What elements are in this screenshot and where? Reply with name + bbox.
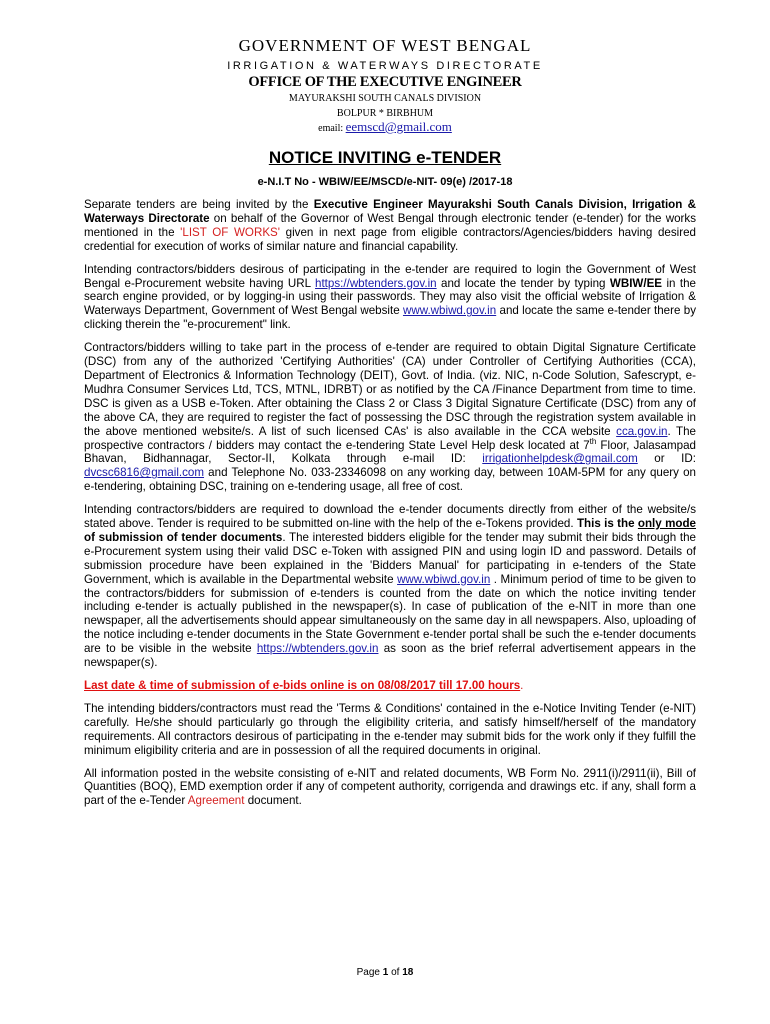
text: Separate tenders are being invited by the: [84, 198, 314, 211]
division-heading: MAYURAKSHI SOUTH CANALS DIVISION: [288, 93, 482, 104]
last-date-notice: [84, 679, 696, 693]
government-heading: GOVERNMENT OF WEST BENGAL: [238, 36, 532, 55]
text: and locate the same e-tender there by clicking therein the "e-procurement" link.: [84, 304, 696, 332]
text: Contractors/bidders willing to take part in the process of e-tender are required to obtain Digital Signature Certificate (DSC) from any of the authorized 'Certifying Authorities' (CA) under Controller of Certifying Authorities (CCA), Department of Electronics & Information Technology (DEIT), Govt. of India. (viz. NIC, n-Code Solution, Safescrypt, e-Mudhra Consumer Services Ltd, TCS, MTNL, IDRBT) or as notified by the CA /Finance Department from time to time. DSC is given as a USB e-Token. After obtaining the Class 2 or Class 3 Digital Signature Certificate (DSC) from any of the above CA, they are required to register the fact of possessing the DSC through the registration system available in the above mentioned website/s. A list of such licensed CAs' is also available in the CCA website: [84, 341, 696, 438]
office-email: [0, 119, 770, 135]
text: or ID:: [637, 452, 696, 466]
notice-body: [84, 198, 696, 817]
paragraph-terms: The intending bidders/contractors must read the 'Terms & Conditions' contained in the e-Notice Inviting Tender (e-NIT) carefully. He/she should particularly go through the eligibility criteria, and satisfy himself/herself of the mandatory requirements. All contractors desirous of participating in the e-tender may submit bids for the work only if they fulfill the minimum eligibility criteria and are in possession of all the required documents in original.: [84, 701, 696, 757]
directorate-heading: IRRIGATION & WATERWAYS DIRECTORATE: [227, 60, 543, 72]
text: in the search engine provided, or by logging-in using their passwords. They may also visit the official website of Irrigation & Waterways Department, Government of West Bengal website: [84, 276, 696, 318]
dvcsc-email-link[interactable]: dvcsc6816@gmail.com: [84, 466, 205, 480]
current-page-number: 1: [382, 967, 389, 978]
issuing-authority: Executive Engineer Mayurakshi South Canals Division, Irrigation & Waterways Directorate: [84, 198, 696, 225]
text: . The prospective contractors / bidders may contact the e-tendering State Level Help desk located at 7: [84, 424, 696, 452]
helpdesk-email-link[interactable]: irrigationhelpdesk@gmail.com: [482, 452, 638, 466]
text: All information posted in the website consisting of e-NIT and related documents, WB Form No. 2911(i)/2911(ii), Bill of Quantities (BOQ), EMD exemption order if any of competent authority, corrigenda and drawings etc. if any, shall form a part of the e-Tender: [84, 766, 696, 808]
paragraph-documents: [84, 767, 696, 809]
last-date-text: Last date & time of submission of e-bids online is on 08/08/2017 till 17.00 hours: [84, 679, 521, 692]
text: .: [520, 679, 524, 692]
text: document.: [244, 794, 302, 808]
text: as soon as the brief referral advertisement appears in the newspaper(s).: [84, 642, 696, 670]
search-keyword: WBIW/EE: [609, 276, 663, 290]
paragraph-submission: [84, 503, 696, 670]
office-heading: OFFICE OF THE EXECUTIVE ENGINEER: [248, 74, 522, 90]
paragraph-login: [84, 263, 696, 333]
text: . Minimum period of time to be given to the contractors/bidders for submission of e-tenders is counted from the date on which the notice inviting tender including e-tender is actually published in the newspaper(s). In case of publication of the e-NIT in more than one newspaper, all the advertisements should appear simultaneously on the same day in all newspapers. Also, uploading of the notice including e-tender documents in the State Government e-tender portal shall be such the e-tender documents are to be visible in the website: [84, 572, 697, 656]
nit-number: e-N.I.T No - WBIW/EE/MSCD/e-NIT- 09(e) /2017-18: [257, 176, 513, 188]
paragraph-invitation: [84, 198, 696, 254]
text: and locate the tender by typing: [436, 276, 610, 290]
text: given in next page from eligible contractors/Agencies/bidders having desired credential for execution of works of similar nature and financial capability.: [84, 225, 696, 253]
wbtenders-link[interactable]: https://wbtenders.gov.in: [315, 276, 437, 290]
only-mode-text: only mode: [637, 517, 696, 531]
text: This is the: [576, 517, 638, 531]
email-link[interactable]: eemscd@gmail.com: [345, 119, 452, 134]
cca-link[interactable]: cca.gov.in: [616, 424, 668, 438]
ordinal-suffix: th: [589, 436, 597, 446]
notice-title: NOTICE INVITING e-TENDER: [268, 148, 502, 167]
wbiwd-link[interactable]: www.wbiwd.gov.in: [397, 572, 491, 586]
wbtenders-link[interactable]: https://wbtenders.gov.in: [256, 642, 379, 656]
place-heading: BOLPUR * BIRBHUM: [336, 108, 434, 119]
text: and Telephone No. 033-23346098 on any working day, between 10AM-5PM for any query on e-tendering, obtaining DSC, training on e-tendering usage, all free of cost.: [84, 466, 696, 494]
wbiwd-link[interactable]: www.wbiwd.gov.in: [402, 304, 497, 318]
text: Intending contractors/bidders are required to download the e-tender documents directly from either of the website/s stated above. Tender is required to be submitted on-line with the help of the e-Tokens provided.: [84, 503, 696, 531]
text: . The interested bidders eligible for the tender may submit their bids through the e-Procurement system using their valid DSC e-Token with assigned PIN and using login ID and password. Details of submission procedure have been explained in the 'Bidders Manual' for participating in e-tenders of the State Government, which is available in the Departmental website: [84, 530, 697, 586]
page-label: Page: [356, 967, 383, 978]
email-label: email:: [318, 123, 346, 134]
total-page-count: 18: [402, 967, 414, 978]
text: on behalf of the Governor of West Bengal through electronic tender (e-tender) for the works mentioned in the: [84, 211, 696, 239]
of-label: of: [388, 967, 403, 978]
text: Intending contractors/bidders desirous of participating in the e-tender are required to login the Government of West Bengal e-Procurement website having URL: [84, 262, 696, 290]
text: of submission of tender documents: [84, 530, 283, 544]
text: Floor, Jalasampad Bhavan, Bidhannagar, Sector-II, Kolkata through e-mail ID:: [84, 438, 696, 466]
list-of-works-reference: 'LIST OF WORKS': [180, 225, 280, 239]
agreement-word: Agreement: [187, 794, 245, 808]
paragraph-dsc: [84, 341, 696, 494]
page-footer: [0, 967, 770, 978]
